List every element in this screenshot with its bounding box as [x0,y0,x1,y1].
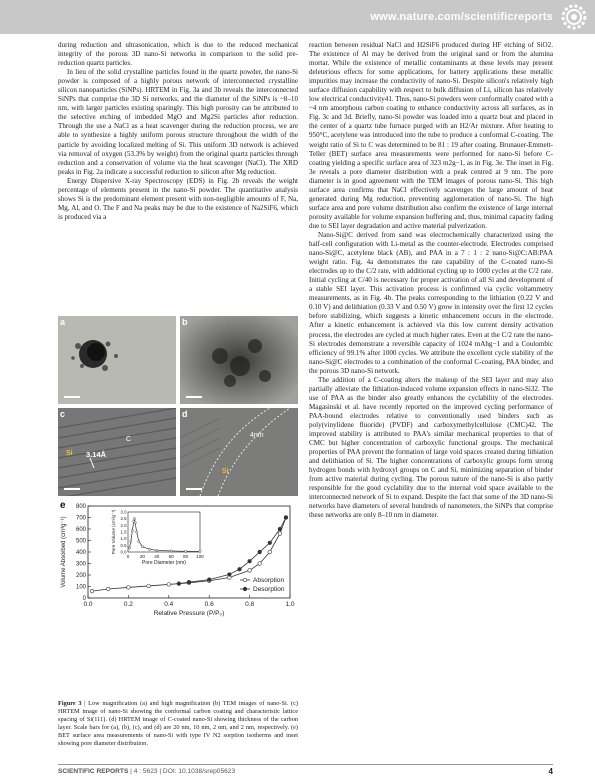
journal-header-bar [0,0,595,34]
y-tick-label: 100 [75,584,86,591]
y-tick-label: 800 [75,504,86,510]
inset-frame [128,512,200,552]
legend-label: Absorption [253,577,285,585]
paragraph: Nano-Si@C derived from sand was electrochemically characterized using the half-cell configuration with Li-metal as the counter-electrode. Electrodes comprised nano-Si@C, acetylene black (AB), and PAA in a 7 : 1 : 2 nano-Si@C:AB:PAA weight ratio. Fig. 4a demonstrates the rate capability of the C-coated nano-Si electrodes up to the C/2 rate, with additional cycling up to 1000 cycles at the C/2 rate. Initial cycling at C/40 is necessary for proper activation of all Si and development of a stable SEI layer. This activation process is confirmed via cyclic voltammetry measurements, as in Fig. 4b. The peaks corresponding to the lithiation (0.22 V and 0.10 V) and delithiation (0.33 V and 0.50 V) grow in intensity over the first 12 cycles before stabilizing, which suggests a kinetic enhancement occurs in the electrode. After a kinetic enhancement is achieved via this low current density activation process, the electrodes are cycled at much higher rates. Even at the C/2 rate the nano-Si electrodes demonstrate a reversible capacity of 1024 mAhg−1 and a Coulombic efficiency of 99.1% after 1000 cycles. We attribute the excellent cycle stability of the nano-Si@C electrodes to a combination of the conformal C-coating, PAA binder, and the porous 3D nano-Si network. [309,230,553,375]
data-point-absorption [106,587,110,591]
tem-panel-b [180,316,298,404]
data-point-desorption [187,580,191,584]
data-point-absorption [278,532,282,536]
scientific-reports-logo-icon [559,2,589,32]
data-point-absorption [127,586,131,590]
inset-y-tick-label: 0.0 [120,549,127,555]
y-tick-label: 400 [75,550,86,556]
hrtem-panel-d [180,408,298,496]
figure-3 [58,316,300,617]
inset-data-point [199,550,201,552]
legend-marker [243,587,247,591]
data-point-absorption [258,562,262,566]
site-url[interactable]: www.nature.com/scientificreports [370,11,553,23]
page-number: 4 [548,767,553,776]
panel-label: e [60,500,66,511]
x-axis-label: Relative Pressure (P/P₀) [153,610,225,617]
paragraph: during reduction and ultrasonication, which is due to the reduced mechanical integrity of the porous 3D nano-Si networks in comparison to the solid pre-reduction quartz particles. [58,41,298,68]
data-point-desorption [248,559,252,563]
paragraph: Energy Dispersive X-ray Spectroscopy (EDS) in Fig. 2b reveals the weight percentage of elements present in the nano-Si powder. The quantitative analysis shows Si is the predominant element present with non-negligible amounts of F, Na, Mg, Al, and O. The F and Na peaks may be due to the existence of Na2SiF6, which is produced via a [58,176,298,221]
paragraph: In lieu of the solid crystalline particles found in the quartz powder, the nano-Si powder is composed of a highly porous network of interconnected crystalline silicon nanoparticles (SiNPs). HRTEM in Fig. 3a and 3b reveals the interconnected SiNPs that comprise the 3D Si networks, and the diameter of the SiNPs is ~8–10 nm, with larger particles existing sparingly. This high porosity can be attributed to the selective etching of imbedded MgO and Mg2Si particles after reduction. Through the use a NaCl as a heat scavenger during the reduction process, we are able to synthesize a highly uniform porous structure throughout the width of the particle by avoiding localized melting of Si. This uniform 3D network is achieved via removal of oxygen (53.3% by weight) from the original quartz particles through reduction and a conservation of volume via the heat scavenger (NaCl). The XRD peaks in Fig. 2a indicate a successful reduction to silicon after Mg reduction. [58,68,298,176]
paragraph: reaction between residual NaCl and H2SiF6 produced during HF etching of SiO2. The existence of Al may be derived from the original sand or from the alumina mortar. While the existence of metallic contaminants at these levels may present deleterious effects for some applications, for battery applications these metallic impurities may increase the conductivity of nano-Si. Despite silicon's relatively high surface diffusion capability with respect to bulk diffusion of Li, silicon has relatively low electrical conductivity41. Thus, nano-Si powders were conformally coated with a ~4 nm amorphous carbon coating to enhance conductivity across all surfaces, as in Fig. 3c and 3d. Briefly, nano-Si powder was loaded into a quartz boat and placed in the center of a quartz tube furnace purged with an H2/Ar mixture. After heating to 950°C, acetylene was introduced into the tube to produce a conformal C-coating. The weight ratio of Si to C was determined to be 81 : 19 after coating. Brunauer-Emmett-Teller (BET) surface area measurements were performed for nano-Si before C-coating yielding a specific surface area of 323 m2g−1, as in Fig. 3e. The inset in Fig. 3e reveals a pore diameter distribution with a peak centred at 9 nm. The pore diameter is in good agreement with the TEM images of porous nano-Si. This high surface area confirms that NaCl effectively scavenges the large amount of heat generated during Mg reduction, preventing agglomeration of nano-Si. The high surface area and pore volume distribution also confirm the existence of large internal porosity available for volume expansion buffering and, thus, minimal capacity fading due to SEI layer degradation and active material pulverization. [309,41,553,230]
caption-text: | Low magnification (a) and high magnification (b) TEM images of nano-Si. (c) HRTEM image of nano-Si showing the conformal carbon coating and characteristic lattice spacing of Si(111). (d) HRTEM image of C-coated nano-Si showing thickness of the carbon layer. Scale bars for (a), (b), (c), and (d) are 20 nm, 10 nm, 2 nm, and 2 nm, respectively. (e) BET surface area measurements of nano-Si with type IV N2 sorption isotherms and inset showing pore diameter distribution. [58,700,298,747]
figure-caption [58,700,298,748]
left-text-column [58,41,298,222]
panel-label: c [60,409,66,419]
inset-x-tick-label: 80 [183,554,189,559]
inset-y-tick-label: 2.5 [120,516,127,522]
inset-x-tick-label: 100 [196,554,204,559]
legend-marker [243,578,247,582]
panel-label: b [182,317,188,327]
inset-x-tick-label: 40 [154,554,160,559]
inset-data-point [149,548,151,550]
bet-chart-panel-e [58,500,300,620]
y-axis-label: Volume Absorbed (cm³g⁻¹) [61,516,67,588]
inset-x-axis-label: Pore Diameter (nm) [142,560,186,566]
inset-y-tick-label: 2.0 [120,522,127,528]
data-point-absorption [147,584,151,588]
inset-x-tick-label: 0 [126,554,130,559]
y-tick-label: 300 [75,561,86,568]
hrtem-image-lattice [58,408,176,496]
hrtem-panel-c [58,408,176,496]
y-tick-label: 600 [75,527,86,533]
inset-data-point [170,550,172,552]
tem-image-high-mag [180,316,298,404]
right-text-column [309,41,553,520]
caption-label: Figure 3 [58,700,82,707]
inset-y-tick-label: 0.5 [120,542,127,548]
paragraph: The addition of a C-coating alters the makeup of the SEI layer and may also partially alleviate the lithiation-induced volume expansion effects in nano-Si32. The use of PAA as the binder also greatly enhances the cyclability of the electrodes. Magasinski et al. have recently reported on the improved cycling performance of PAA-bound electrodes relative to conventionally used binders such as poly(vinylidene fluoride) (PVDF) and carboxymethylcellulose (CMC)42. The improved stability is attributed to PAA's similar mechanical properties to that of CMC but higher concentration of carboxylic functional groups. The mechanical properties of PAA prevent the formation of large void spaces created during lithiation and delithiation of Si. The higher concentrations of carboxylic groups form strong hydrogen bonds with hydroxyl groups on C and Si, minimizing separation of binder from active material during cycling. The porous nature of the nano-Si is also partly responsible for the good cyclability due to the internal void space available to the interconnected network of Si to expand. Despite the fact that some of the 3D nano-Si networks have diameters of several hundreds of nanometers, the SiNPs that comprise these networks are only 8–10 nm in diameter. [309,375,553,520]
inset-y-tick-label: 1.5 [120,529,127,535]
inset-data-point [128,547,130,549]
legend-label: Desorption [253,586,285,594]
data-point-desorption [238,567,242,571]
inset-data-point [136,531,138,533]
journal-name: SCIENTIFIC REPORTS [58,768,129,775]
x-tick-label: 0.8 [245,601,255,608]
x-tick-label: 0.4 [164,601,174,608]
data-point-desorption [207,578,211,582]
data-point-desorption [284,516,288,520]
data-point-desorption [228,573,232,577]
x-tick-label: 0.2 [123,601,133,608]
inset-y-tick-label: 3.0 [120,509,127,515]
inset-data-point [131,530,133,532]
data-point-desorption [268,541,272,545]
data-point-absorption [167,583,171,587]
inset-y-tick-label: 1.0 [120,536,127,542]
inset-y-axis-label: Pore Volume (cm³g⁻¹) [111,509,116,555]
page-footer [58,764,553,775]
data-point-absorption [248,569,252,573]
y-tick-label: 0 [82,596,86,602]
carbon-label: C [126,436,132,443]
inset-x-tick-label: 60 [168,554,174,559]
inset-data-point [130,540,132,542]
y-tick-label: 700 [75,515,86,522]
citation: | 4 : 5623 | DOI: 10.1038/srep05623 [128,768,236,775]
inset-data-point [156,549,158,551]
silicon-label: Si [66,450,73,457]
panel-label: d [182,409,188,419]
x-tick-label: 0.6 [204,601,214,608]
hrtem-image-carbon-layer [180,408,298,496]
inset-x-tick-label: 20 [139,554,145,559]
data-point-absorption [268,550,272,554]
silicon-label: Si [222,468,229,475]
lattice-spacing-label: 3.14Å [86,450,107,459]
tem-panel-a [58,316,176,404]
inset-data-point [133,518,135,520]
x-tick-label: 0.0 [83,601,93,608]
panel-label: a [60,317,66,327]
data-point-desorption [278,527,282,531]
carbon-thickness-label: 4nm [250,432,264,439]
inset-data-point [141,546,143,548]
inset-data-point [138,540,140,542]
y-tick-label: 200 [75,573,86,579]
tem-image-low-mag [58,316,176,404]
bet-isotherm-chart [58,500,300,620]
inset-data-point [134,522,136,524]
data-point-absorption [90,589,94,593]
data-point-desorption [177,582,181,586]
y-tick-label: 500 [75,538,86,545]
x-tick-label: 1.0 [285,601,295,608]
inset-data-point [185,550,187,552]
data-point-desorption [258,550,262,554]
